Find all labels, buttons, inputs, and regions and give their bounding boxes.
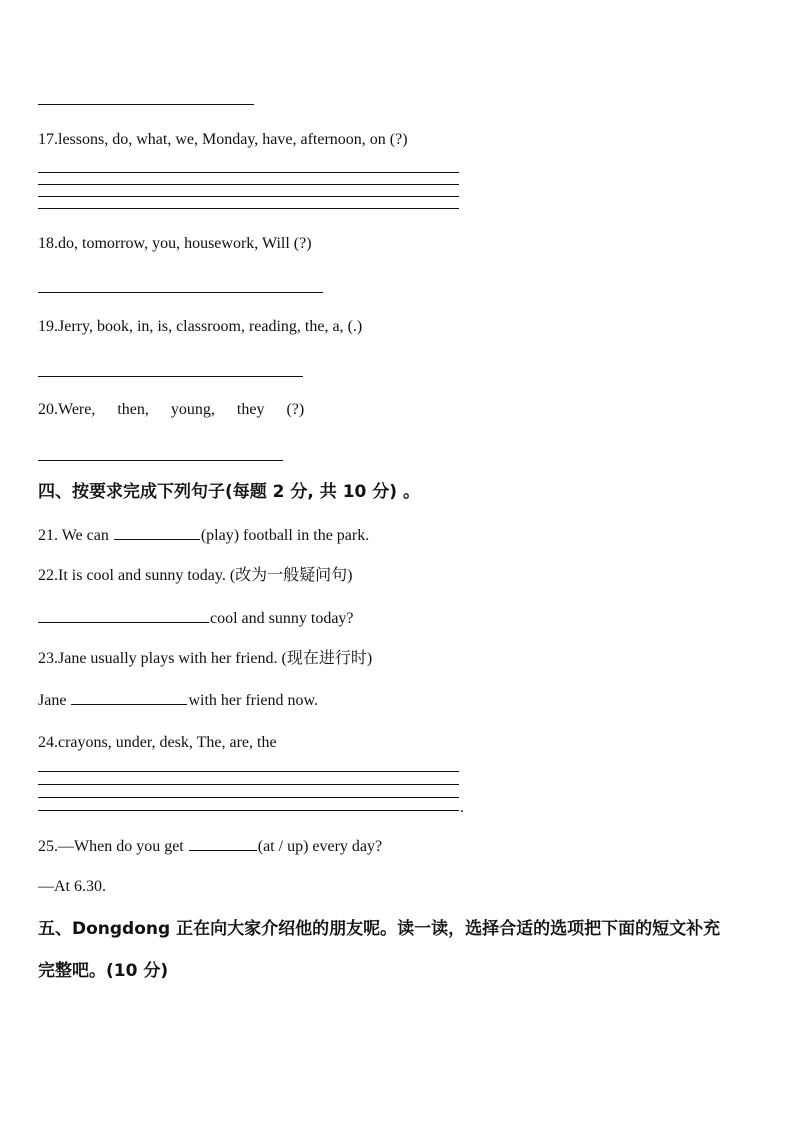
q20-word-1: 20.Were,	[38, 401, 96, 418]
q20-word-2: then,	[117, 401, 149, 418]
answer-24-period: .	[460, 799, 464, 816]
answer-line-24-3	[38, 797, 459, 798]
section-5-heading-line-1: 五、Dongdong 正在向大家介绍他的朋友呢。读一读，选择合适的选项把下面的短文补充	[38, 919, 721, 939]
answer-line-17-3	[38, 196, 459, 197]
section-5-heading-line-2: 完整吧。(10 分)	[38, 961, 169, 981]
answer-line-17-2	[38, 184, 459, 185]
answer-line-prev	[38, 104, 254, 105]
question-18: 18.do, tomorrow, you, housework, Will (?)	[38, 235, 312, 252]
answer-line-24-2	[38, 784, 459, 785]
blank-25	[189, 836, 257, 851]
question-21: 21. We can (play) football in the park.	[38, 527, 370, 544]
q20-word-4: they	[236, 401, 265, 418]
answer-line-24-4	[38, 810, 459, 811]
answer-line-17-1	[38, 172, 459, 173]
blank-21	[114, 525, 200, 540]
blank-22	[38, 608, 209, 623]
section-4-heading: 四、按要求完成下列句子(每题 2 分, 共 10 分) 。	[38, 482, 420, 502]
answer-line-18	[38, 292, 323, 293]
question-24: 24.crayons, under, desk, The, are, the	[38, 734, 277, 751]
answer-25: —At 6.30.	[38, 878, 106, 895]
answer-line-24-1	[38, 771, 459, 772]
answer-22: cool and sunny today?	[38, 608, 354, 629]
question-25: 25.—When do you get (at / up) every day?	[38, 838, 383, 855]
answer-23: Jane with her friend now.	[38, 692, 319, 709]
question-23: 23.Jane usually plays with her friend. (现在进行时)	[38, 650, 373, 667]
answer-line-20	[38, 460, 283, 461]
question-17: 17.lessons, do, what, we, Monday, have, afternoon, on (?)	[38, 131, 408, 148]
question-22: 22.It is cool and sunny today. (改为一般疑问句)	[38, 567, 353, 584]
q20-word-3: young,	[170, 401, 215, 418]
q20-word-5: (?)	[286, 401, 305, 418]
answer-line-17-4	[38, 208, 459, 209]
blank-23	[71, 690, 187, 705]
answer-line-19	[38, 376, 303, 377]
question-19: 19.Jerry, book, in, is, classroom, reading, the, a, (.)	[38, 318, 363, 335]
question-20	[38, 400, 326, 420]
